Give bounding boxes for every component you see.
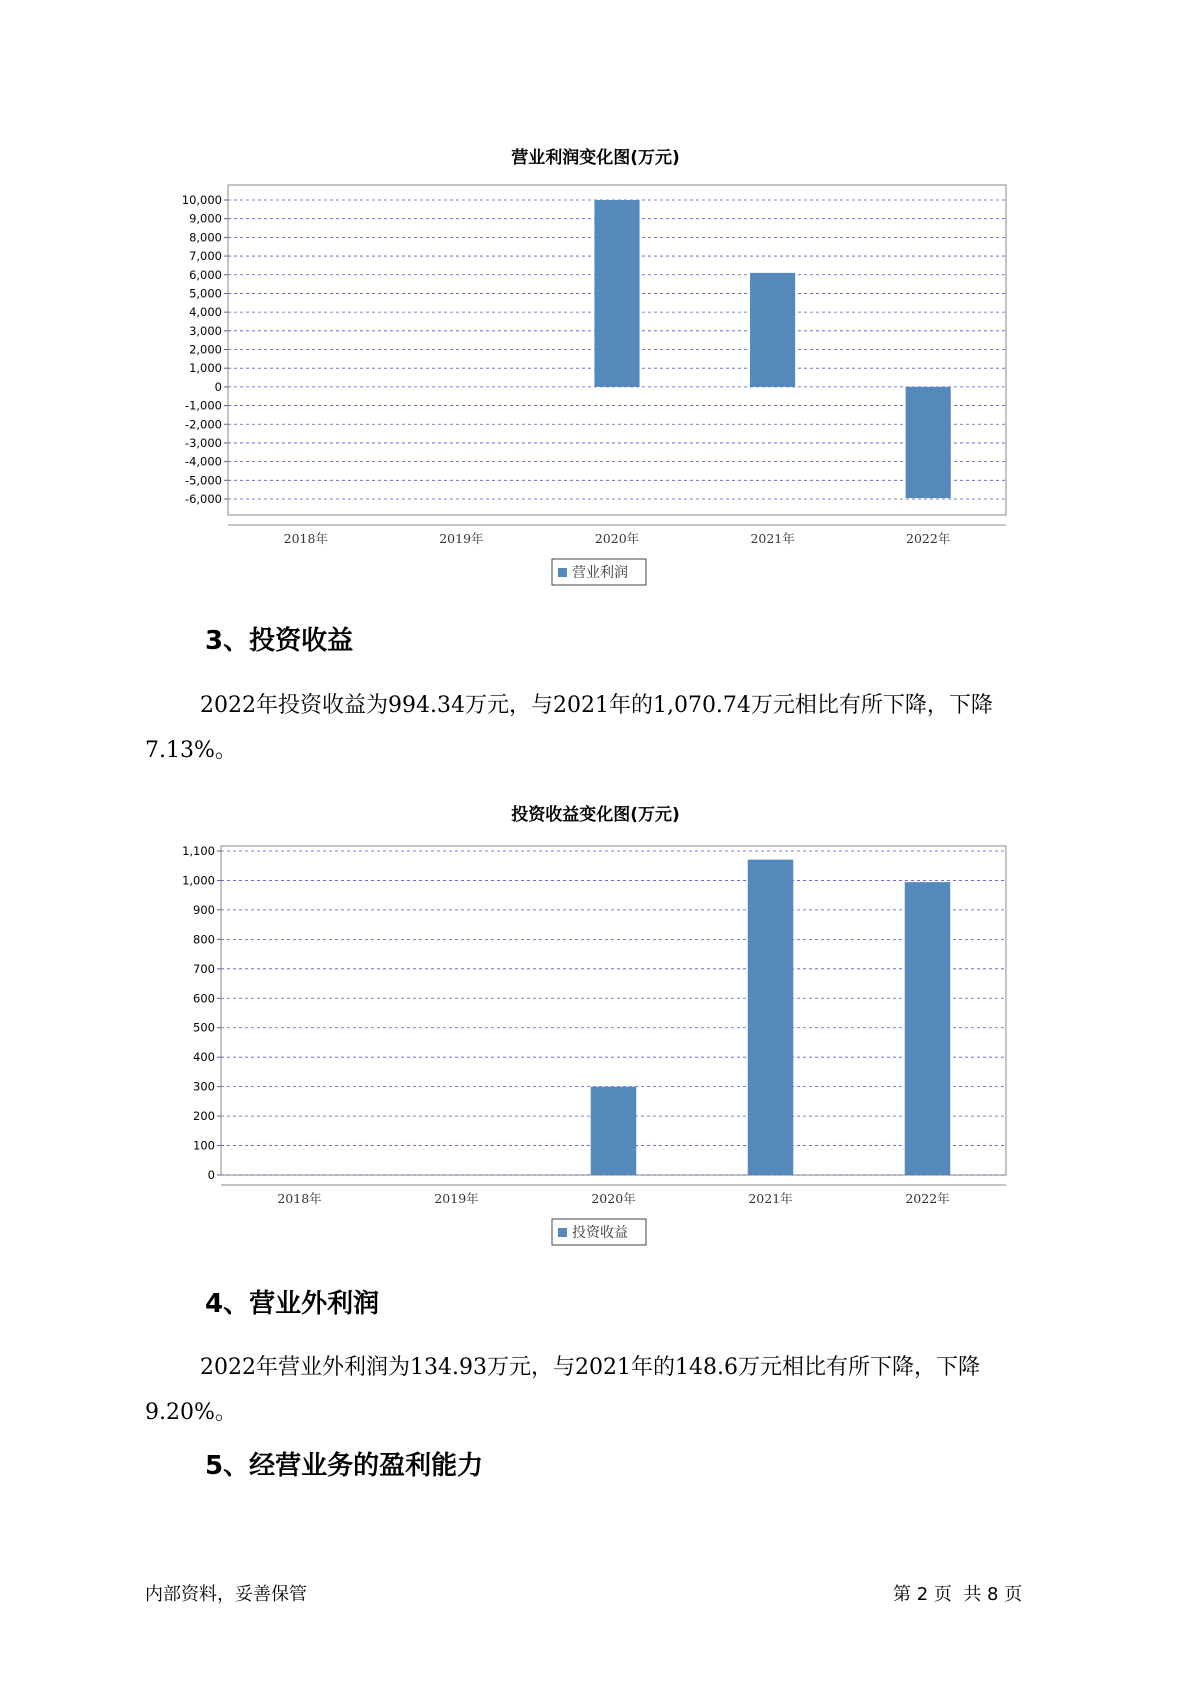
y-tick-label: 3,000 [189, 323, 222, 338]
y-tick-label: -2,000 [184, 417, 222, 432]
investment-income-chart [0, 830, 1191, 1250]
y-tick-label: -5,000 [184, 473, 222, 488]
legend-label: 营业利润 [572, 565, 628, 581]
footer-page-number: 第 2 页 共 8 页 [893, 1584, 1023, 1605]
chart1-title: 营业利润变化图(万元) [511, 148, 680, 168]
bar [748, 860, 794, 1175]
y-tick-label: 200 [193, 1109, 215, 1124]
y-tick-label: 300 [193, 1079, 215, 1094]
legend-swatch [558, 1228, 567, 1237]
operating-profit-chart [0, 170, 1191, 590]
y-tick-label: 500 [193, 1020, 215, 1035]
bar [905, 882, 951, 1175]
bar [750, 273, 795, 387]
paragraph-non-operating-profit: 2022年营业外利润为134.93万元，与2021年的148.6万元相比有所下降，下降9.20%。 [145, 1355, 980, 1425]
y-tick-label: 6,000 [189, 267, 222, 282]
y-tick-label: 800 [193, 932, 215, 947]
x-tick-label: 2018年 [283, 531, 328, 546]
y-tick-label: -1,000 [184, 398, 222, 413]
x-tick-label: 2020年 [594, 531, 640, 546]
y-tick-label: 4,000 [189, 305, 222, 320]
y-tick-label: 1,100 [182, 844, 215, 858]
x-tick-label: 2019年 [434, 1191, 479, 1206]
y-tick-label: 9,000 [189, 211, 222, 226]
x-tick-label: 2022年 [905, 1191, 950, 1206]
x-tick-label: 2022年 [906, 531, 951, 546]
y-tick-label: 7,000 [189, 249, 222, 264]
y-tick-label: 700 [193, 961, 215, 976]
section-heading-non-operating-profit: 4、营业外利润 [205, 1289, 380, 1319]
y-tick-label: 5,000 [189, 286, 222, 301]
y-tick-label: 0 [214, 379, 222, 394]
y-tick-label: 400 [193, 1050, 215, 1065]
section-heading-profitability: 5、经营业务的盈利能力 [205, 1451, 484, 1481]
y-tick-label: 1,000 [182, 873, 215, 888]
y-tick-label: 100 [193, 1138, 215, 1153]
x-tick-label: 2020年 [591, 1191, 636, 1206]
x-tick-label: 2021年 [748, 1191, 793, 1206]
y-tick-label: 900 [193, 902, 215, 917]
x-tick-label: 2021年 [750, 531, 795, 546]
y-tick-label: -6,000 [184, 492, 222, 506]
y-tick-label: 8,000 [189, 230, 222, 245]
bar [594, 200, 639, 387]
legend-swatch [558, 568, 567, 577]
y-tick-label: 1,000 [189, 361, 222, 376]
bar [591, 1087, 637, 1175]
section-heading-investment-income: 3、投资收益 [205, 626, 354, 656]
y-tick-label: -3,000 [184, 435, 222, 450]
bar [906, 387, 951, 498]
y-tick-label: 10,000 [181, 193, 222, 207]
y-tick-label: 2,000 [189, 342, 222, 357]
y-tick-label: 0 [207, 1168, 215, 1182]
y-tick-label: -4,000 [184, 454, 222, 469]
chart2-title: 投资收益变化图(万元) [511, 805, 680, 825]
legend-label: 投资收益 [572, 1225, 628, 1241]
paragraph-investment-income: 2022年投资收益为994.34万元，与2021年的1,070.74万元相比有所下降，下降7.13%。 [145, 693, 993, 763]
x-tick-label: 2018年 [277, 1191, 322, 1206]
y-tick-label: 600 [193, 991, 215, 1006]
x-tick-label: 2019年 [439, 531, 484, 546]
footer-confidential: 内部资料，妥善保管 [145, 1584, 307, 1605]
